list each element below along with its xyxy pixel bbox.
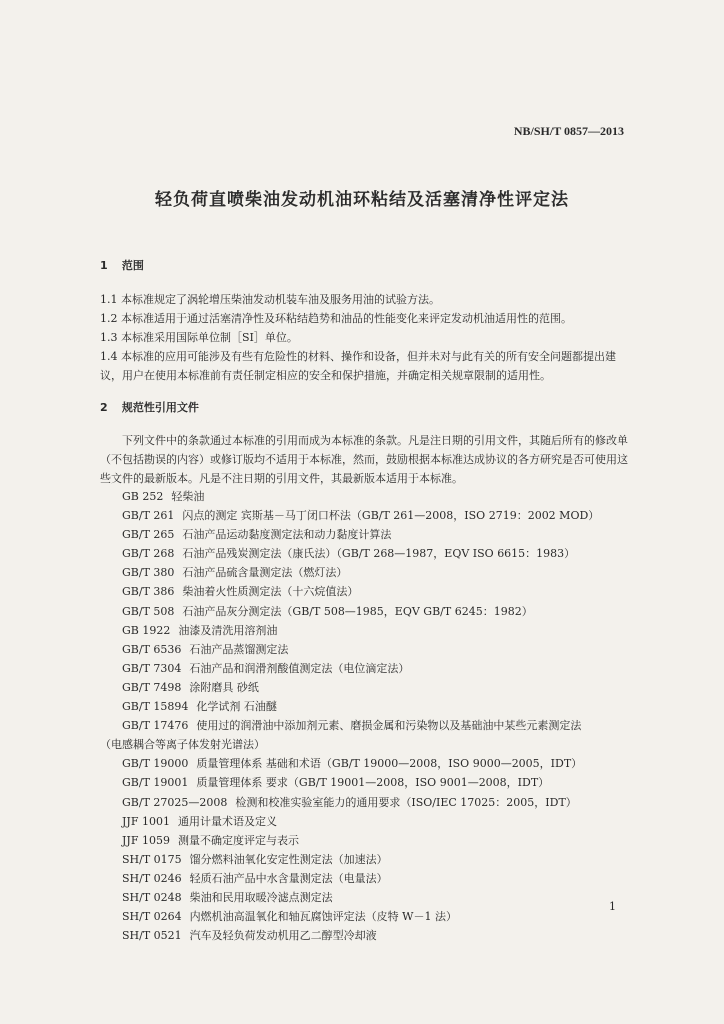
clause-1-3: 1.3 本标准采用国际单位制［SI］单位。 (100, 331, 298, 344)
reference-code: GB/T 265 (122, 528, 175, 542)
reference-item (100, 773, 628, 792)
reference-title: 内燃机油高温氧化和轴瓦腐蚀评定法（皮特 W－1 法） (189, 910, 457, 924)
reference-title-continuation: （电感耦合等离子体发射光谱法） (100, 738, 265, 752)
reference-title: 汽车及轻负荷发动机用乙二醇型冷却液 (189, 929, 377, 943)
reference-item (100, 602, 628, 621)
reference-code: GB/T 19000 (122, 757, 189, 771)
intro-paragraph: 下列文件中的条款通过本标准的引用而成为本标准的条款。凡是注日期的引用文件，其随后所有的修改单（不包括勘误的内容）或修订版均不适用于本标准，然而，鼓励根据本标准达成协议的各方研究是否可使用这些文件的最新版本。凡是不注日期的引用文件，其最新版本适用于本标准。 (100, 434, 628, 485)
reference-title: 馏分燃料油氧化安定性测定法（加速法） (189, 852, 388, 866)
reference-title: 质量管理体系 要求（GB/T 19001—2008，ISO 9001—2008，IDT） (196, 776, 550, 790)
reference-code: GB/T 6536 (122, 642, 182, 656)
reference-code: SH/T 0246 (122, 871, 182, 885)
reference-item (100, 926, 628, 945)
reference-code: GB/T 386 (122, 585, 175, 599)
reference-title: 通用计量术语及定义 (177, 814, 277, 828)
reference-item (100, 659, 628, 678)
reference-item (100, 888, 628, 907)
document-title: 轻负荷直喷柴油发动机油环粘结及活塞清净性评定法 (155, 190, 569, 210)
reference-list (100, 487, 628, 945)
reference-item (100, 506, 628, 525)
reference-code: GB/T 19001 (122, 776, 189, 790)
reference-code: GB 1922 (122, 623, 171, 637)
reference-code: SH/T 0175 (122, 852, 182, 866)
reference-title: 化学试剂 石油醚 (196, 700, 277, 714)
reference-item (100, 793, 628, 812)
reference-code: SH/T 0248 (122, 890, 182, 904)
reference-code: GB/T 17476 (122, 719, 189, 733)
reference-code: JJF 1001 (122, 814, 170, 828)
reference-item (100, 850, 628, 869)
reference-item (100, 754, 628, 773)
section-title: 范围 (121, 259, 144, 272)
reference-title: 石油产品硫含量测定法（燃灯法） (182, 566, 348, 580)
reference-title: 使用过的润滑油中添加剂元素、磨损金属和污染物以及基础油中某些元素测定法 (196, 719, 582, 733)
reference-title: 质量管理体系 基础和术语（GB/T 19000—2008，ISO 9000—2005，IDT） (196, 757, 583, 771)
reference-code: GB/T 508 (122, 604, 175, 618)
reference-item (100, 544, 628, 563)
reference-code: GB/T 15894 (122, 700, 189, 714)
reference-code: GB/T 380 (122, 566, 175, 580)
reference-title: 涂附磨具 砂纸 (189, 680, 259, 694)
reference-item (100, 640, 628, 659)
normative-intro (100, 431, 628, 488)
reference-item (100, 563, 628, 582)
reference-title: 油漆及清洗用溶剂油 (178, 623, 278, 637)
reference-title: 石油产品蒸馏测定法 (189, 642, 289, 656)
reference-title: 柴油和民用取暖冷滤点测定法 (189, 890, 333, 904)
reference-title: 轻柴油 (171, 490, 205, 503)
scope-clauses (100, 290, 628, 385)
reference-title: 柴油着火性质测定法（十六烷值法） (182, 585, 359, 599)
reference-title: 闪点的测定 宾斯基－马丁闭口杯法（GB/T 261—2008，ISO 2719：2002 MOD） (182, 509, 600, 523)
reference-code: SH/T 0264 (122, 910, 182, 924)
section-1-heading (100, 257, 144, 273)
page-number: 1 (609, 900, 616, 913)
section-2-heading (100, 399, 199, 415)
document-number: NB/SH/T 0857—2013 (513, 124, 624, 138)
reference-title: 石油产品运动黏度测定法和动力黏度计算法 (182, 528, 392, 542)
reference-code: GB/T 268 (122, 547, 175, 561)
reference-item (100, 812, 628, 831)
reference-title: 轻质石油产品中水含量测定法（电量法） (189, 871, 388, 885)
section-number: 2 (100, 401, 108, 414)
reference-item (100, 716, 628, 754)
reference-item (100, 697, 628, 716)
reference-title: 检测和校准实验室能力的通用要求（ISO/IEC 17025：2005，IDT） (235, 795, 577, 809)
reference-code: GB 252 (122, 490, 164, 503)
reference-item (100, 678, 628, 697)
reference-code: GB/T 27025—2008 (122, 795, 228, 809)
reference-item (100, 621, 628, 640)
reference-item (100, 487, 628, 506)
clause-1-1: 1.1 本标准规定了涡轮增压柴油发动机装车油及服务用油的试验方法。 (100, 293, 440, 306)
reference-title: 石油产品残炭测定法（康氏法）（GB/T 268—1987，EQV ISO 6615：1983） (182, 547, 576, 561)
reference-item (100, 831, 628, 850)
reference-title: 石油产品灰分测定法（GB/T 508—1985，EQV GB/T 6245：1982） (182, 604, 533, 618)
reference-title: 石油产品和润滑剂酸值测定法（电位滴定法） (189, 661, 410, 675)
reference-item (100, 907, 628, 926)
reference-title: 测量不确定度评定与表示 (177, 833, 299, 847)
reference-code: GB/T 7498 (122, 680, 182, 694)
clause-1-4: 1.4 本标准的应用可能涉及有些有危险性的材料、操作和设备，但并未对与此有关的所有安全问题都提出建议，用户在使用本标准前有责任制定相应的安全和保护措施，并确定相关规章限制的适用性。 (100, 350, 616, 382)
reference-item (100, 869, 628, 888)
reference-item (100, 525, 628, 544)
clause-1-2: 1.2 本标准适用于通过活塞清净性及环粘结趋势和油品的性能变化来评定发动机油适用性的范围。 (100, 312, 572, 325)
reference-code: SH/T 0521 (122, 929, 182, 943)
reference-code: JJF 1059 (122, 833, 170, 847)
reference-code: GB/T 7304 (122, 661, 182, 675)
section-number: 1 (100, 259, 108, 272)
section-title: 规范性引用文件 (121, 401, 199, 414)
reference-item (100, 582, 628, 601)
reference-code: GB/T 261 (122, 509, 175, 523)
